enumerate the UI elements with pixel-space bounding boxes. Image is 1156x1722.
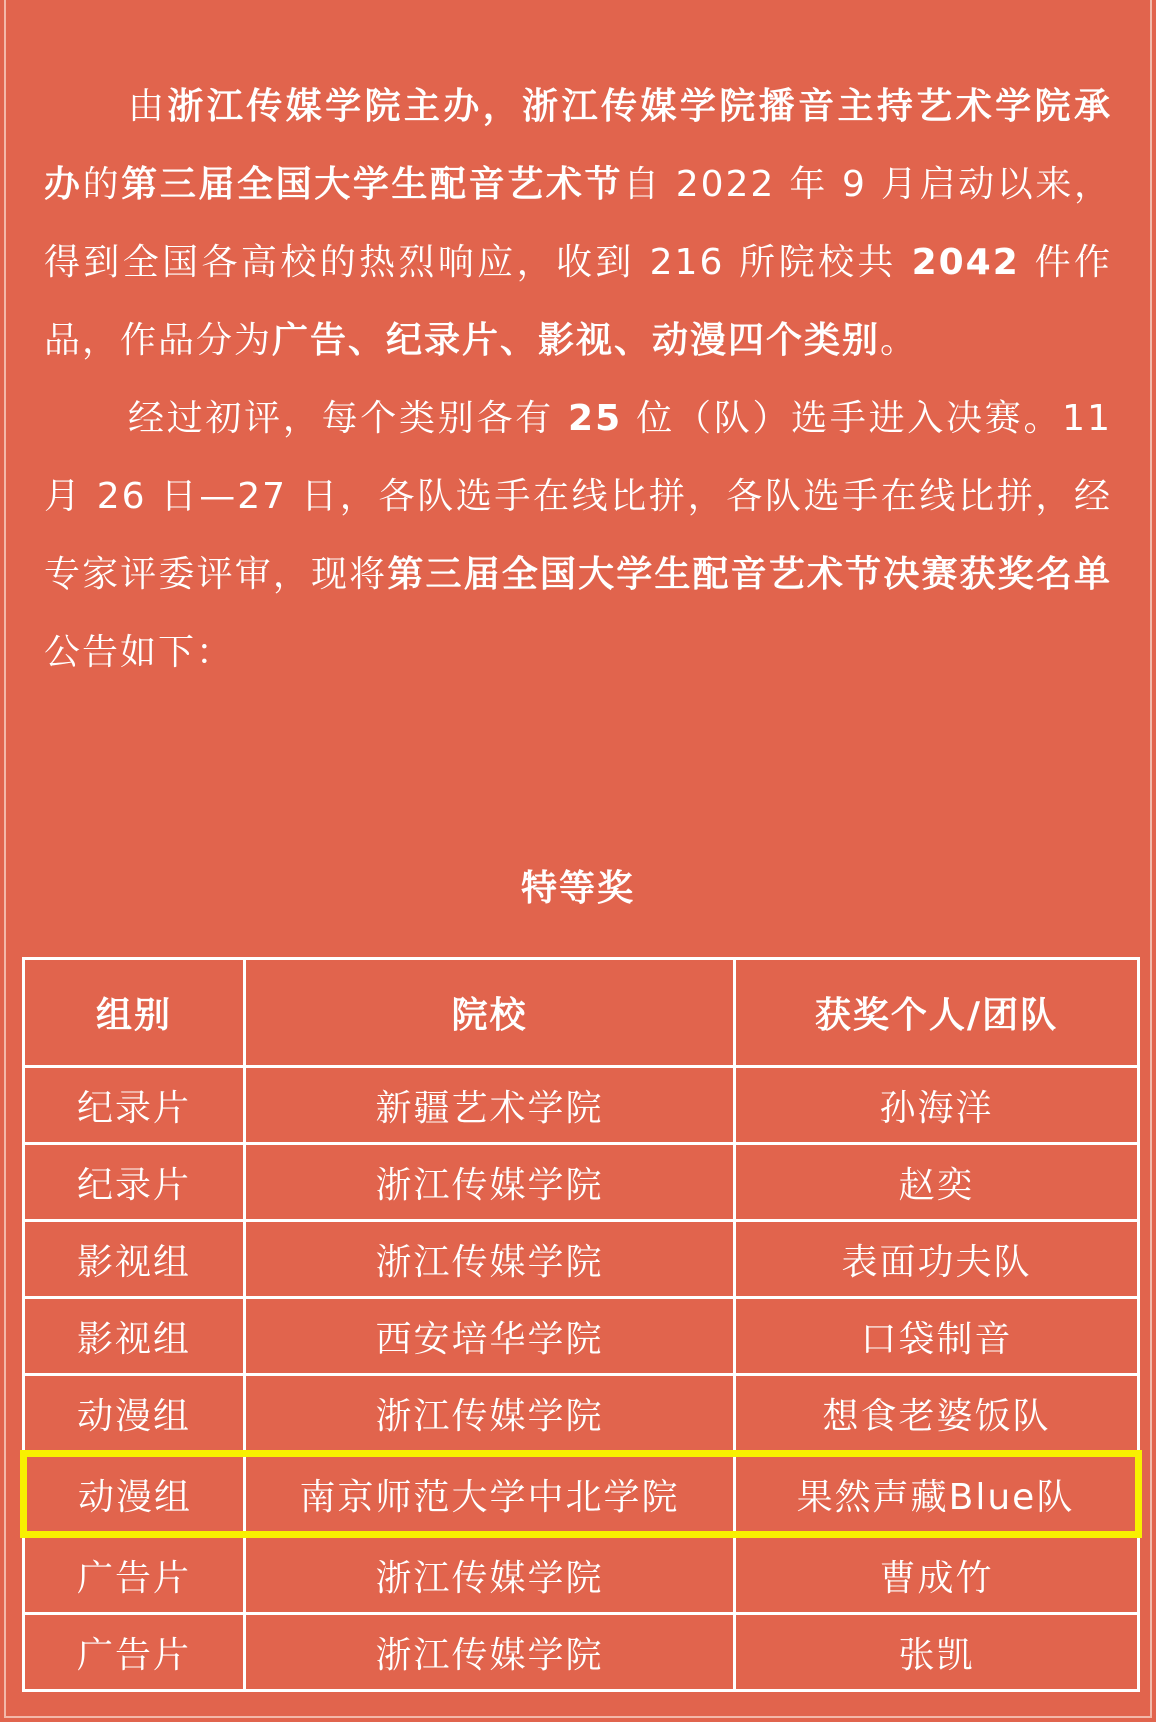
intro-p2-seg: 公告如下：	[44, 632, 235, 673]
header-group: 组别	[24, 959, 245, 1067]
cell-group: 纪录片	[24, 1067, 245, 1144]
intro-p1-seg: 件作品，作品分为	[44, 242, 1112, 361]
intro-p1-seg: 的	[82, 164, 122, 205]
header-winner: 获奖个人/团队	[735, 959, 1139, 1067]
cell-school: 浙江传媒学院	[245, 1614, 735, 1691]
intro-p2-seg: 位（队）选手进入决赛。11 月 26 日—27 日，各队选手在线比拼，各队选手在线比拼，经专家评委评审，现将	[44, 398, 1112, 595]
intro-p2-seg: 经过初评，每个类别各有	[128, 398, 569, 439]
cell-school: 南京师范大学中北学院	[245, 1454, 735, 1535]
cell-group: 影视组	[24, 1221, 245, 1298]
table-row	[24, 1067, 1139, 1144]
intro-p1-seg-bold: 广告、纪录片、影视、动漫四个类别	[272, 320, 881, 361]
table-row	[24, 1535, 1139, 1614]
intro-p1-seg-bold: 2042	[911, 242, 1020, 283]
intro-p2-seg-bold: 第三届全国大学生配音艺术节决赛获奖名单	[387, 554, 1112, 595]
table-header-row	[24, 959, 1139, 1067]
intro-text	[44, 68, 1112, 692]
cell-winner: 孙海洋	[735, 1067, 1139, 1144]
table-row	[24, 1221, 1139, 1298]
header-school: 院校	[245, 959, 735, 1067]
cell-winner: 口袋制音	[735, 1298, 1139, 1375]
intro-p1-seg: 自 2022 年 9 月启动以来，得到全国各高校的热烈响应，收到 216 所院校共	[44, 164, 1112, 283]
table-row	[24, 1298, 1139, 1375]
cell-school: 浙江传媒学院	[245, 1221, 735, 1298]
intro-paragraph-1	[44, 68, 1112, 380]
cell-group: 广告片	[24, 1614, 245, 1691]
cell-school: 浙江传媒学院	[245, 1375, 735, 1454]
intro-p1-seg-bold: 第三届全国大学生配音艺术节	[121, 164, 624, 205]
intro-p1-seg-bold: 浙江传媒学院主办，浙江传媒学院播音主持艺术学院承办	[44, 86, 1112, 205]
table-row	[24, 1144, 1139, 1221]
intro-p2-seg-bold: 25	[568, 398, 623, 439]
cell-winner: 张凯	[735, 1614, 1139, 1691]
table-row-highlighted	[24, 1454, 1139, 1535]
cell-group: 纪录片	[24, 1144, 245, 1221]
awards-table	[20, 957, 1142, 1692]
cell-group: 广告片	[24, 1535, 245, 1614]
cell-winner: 想食老婆饭队	[735, 1375, 1139, 1454]
table-row	[24, 1375, 1139, 1454]
intro-paragraph-2	[44, 380, 1112, 692]
cell-group: 动漫组	[24, 1454, 245, 1535]
cell-winner: 表面功夫队	[735, 1221, 1139, 1298]
cell-winner: 曹成竹	[735, 1535, 1139, 1614]
cell-school: 西安培华学院	[245, 1298, 735, 1375]
intro-p1-seg: 。	[880, 320, 919, 361]
cell-winner: 赵奕	[735, 1144, 1139, 1221]
cell-school: 浙江传媒学院	[245, 1535, 735, 1614]
cell-group: 动漫组	[24, 1375, 245, 1454]
cell-group: 影视组	[24, 1298, 245, 1375]
intro-p1-seg: 由	[128, 86, 168, 127]
cell-school: 浙江传媒学院	[245, 1144, 735, 1221]
award-title: 特等奖	[520, 868, 635, 909]
table-row	[24, 1614, 1139, 1691]
cell-school: 新疆艺术学院	[245, 1067, 735, 1144]
cell-winner: 果然声藏Blue队	[735, 1454, 1139, 1535]
